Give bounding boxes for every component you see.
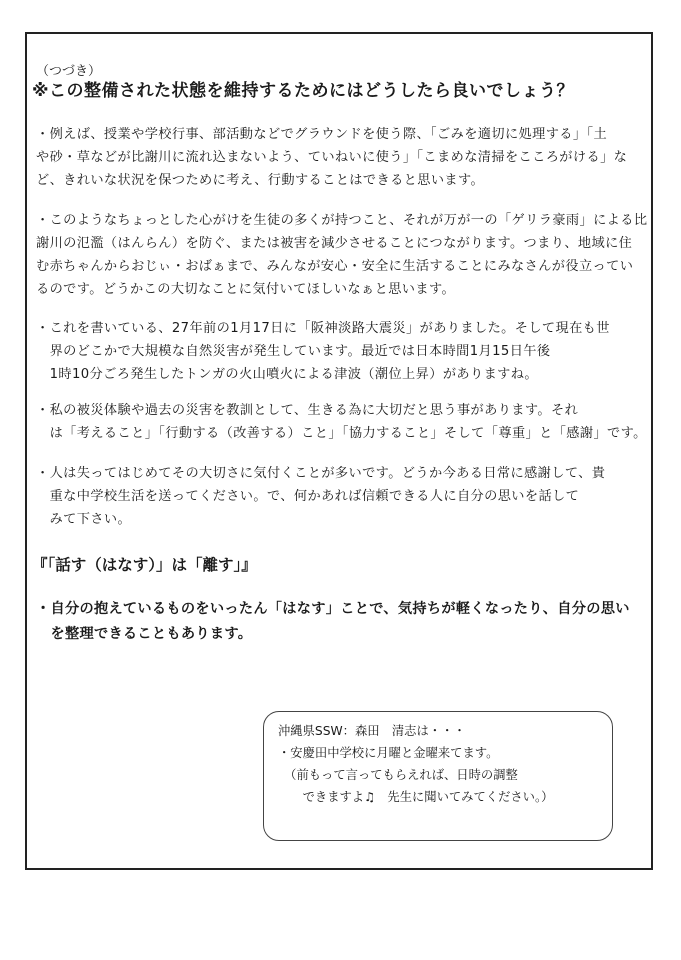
paragraph-line: ・このようなちょっとした心がけを生徒の多くが持つこと、それが万が一の「ゲリラ豪雨」による比	[36, 213, 648, 228]
note-line: ・安慶田中学校に月曜と金曜来てます。	[278, 746, 499, 760]
paragraph-line: ・私の被災体験や過去の災害を教訓として、生きる為に大切だと思う事があります。それ	[36, 403, 579, 418]
paragraph-line: ・人は失ってはじめてその大切さに気付くことが多いです。どうか今ある日常に感謝して、貴	[36, 466, 606, 481]
paragraph-line: るのです。どうかこの大切なことに気付いてほしいなぁと思います。	[36, 282, 456, 297]
paragraph-line: は「考えること」「行動する（改善する）こと」「協力すること」そして「尊重」と「感謝」です。	[36, 426, 647, 441]
paragraph-line: ・自分の抱えているものをいったん「はなす」ことで、気持ちが軽くなったり、自分の思い	[36, 601, 630, 617]
paragraph	[36, 462, 632, 531]
paragraph-line: む赤ちゃんからおじぃ・おばぁまで、みんなが安心・安全に生活することにみなさんが役立ってい	[36, 259, 634, 274]
paragraph-line: ・例えば、授業や学校行事、部活動などでグラウンドを使う際、「ごみを適切に処理する」「土	[36, 127, 608, 142]
paragraph-line: ・これを書いている、27年前の1月17日に「阪神淡路大震災」がありました。そして現在も世	[36, 321, 610, 336]
paragraph-line: 謝川の氾濫（はんらん）を防ぐ、または被害を減少させることにつながります。つまり、地域に住	[36, 236, 633, 251]
note-line: できますよ♫ 先生に聞いてみてください。）	[278, 790, 554, 804]
paragraph-line: を整理できることもあります。	[36, 626, 253, 642]
paragraph-line: ど、きれいな状況を保つために考え、行動することはできると思います。	[36, 173, 485, 188]
paragraph	[36, 209, 648, 301]
paragraph-line: や砂・草などが比謝川に流れ込まないよう、ていねいに使う」「こまめな清掃をこころがける」な	[36, 150, 628, 165]
paragraph	[36, 317, 632, 386]
paragraph	[36, 123, 632, 192]
paragraph-line: 界のどこかで大規模な自然災害が発生しています。最近では日本時間1月15日午後	[36, 344, 551, 359]
note-line: 沖縄県SSW：森田 清志は・・・	[278, 724, 466, 738]
note-box	[263, 711, 613, 841]
section-heading: ※この整備された状態を維持するためにはどうしたら良いでしょう？	[32, 81, 575, 101]
paragraph-line: みて下さい。	[36, 512, 132, 527]
bold-paragraph	[36, 597, 630, 647]
subheading: 『「話す（はなす）」は「離す」』	[32, 556, 257, 574]
paragraph	[36, 399, 647, 445]
paragraph-line: 1時10分ごろ発生したトンガの火山噴火による津波（潮位上昇）がありますね。	[36, 367, 538, 382]
paragraph-line: 重な中学校生活を送ってください。で、何かあれば信頼できる人に自分の思いを話して	[36, 489, 580, 504]
note-line: （前もって言ってもらえれば、日時の調整	[278, 768, 518, 782]
continued-label: （つづき）	[36, 64, 102, 79]
